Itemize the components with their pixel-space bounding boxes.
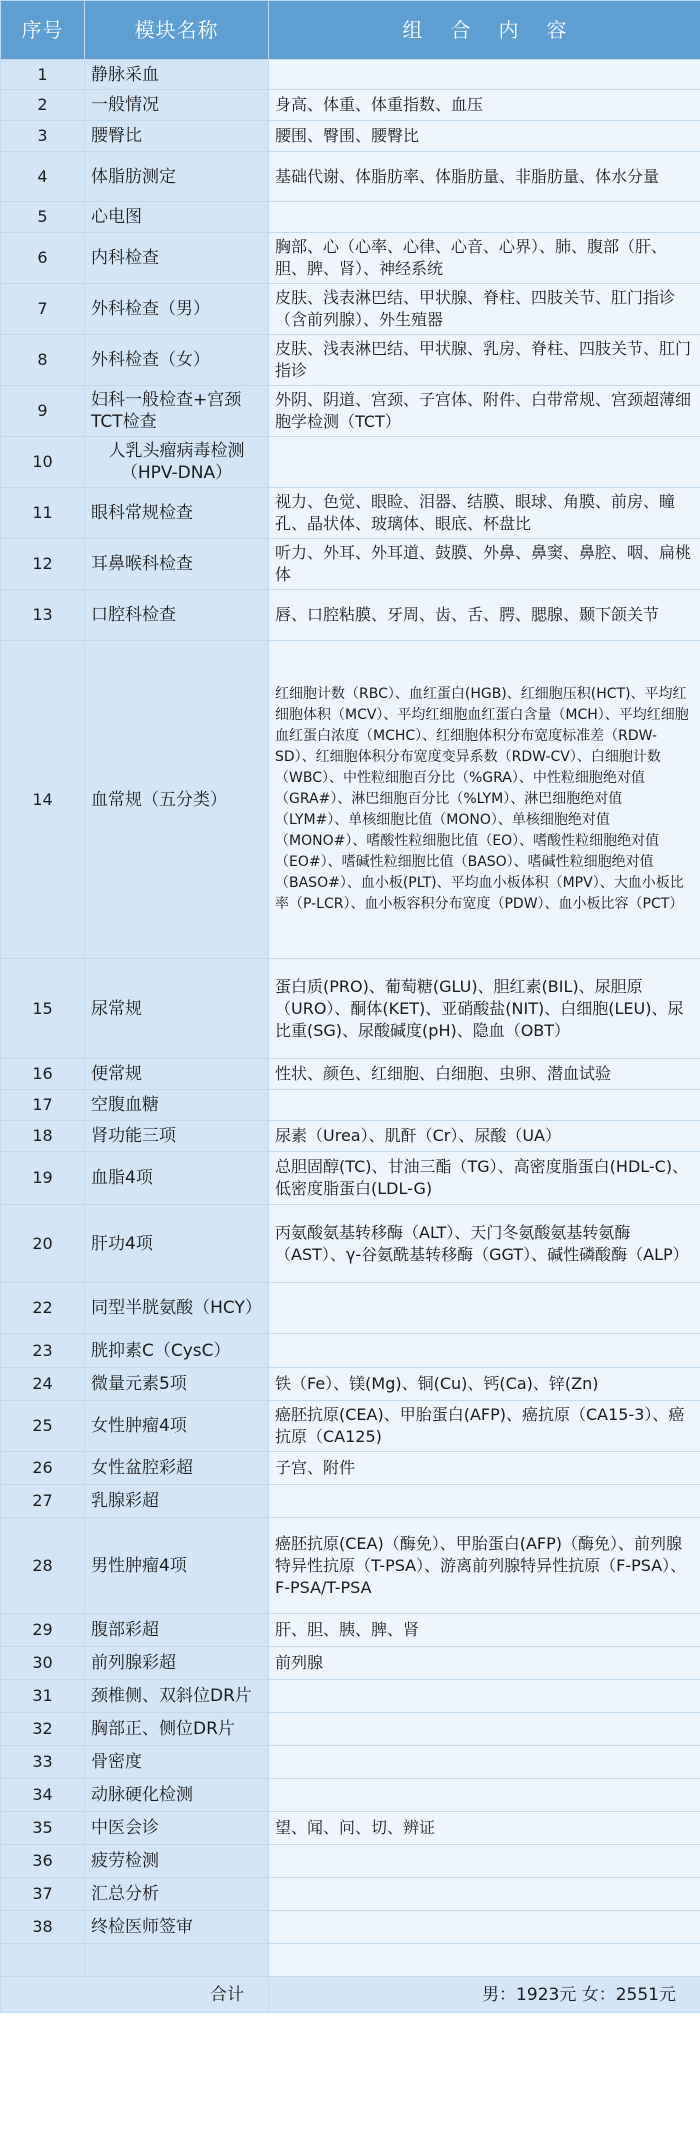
- row-module: 同型半胱氨酸（HCY）: [85, 1283, 269, 1334]
- row-content: 癌胚抗原(CEA)（酶免）、甲胎蛋白(AFP)（酶免）、前列腺特异性抗原（T-PSA）、游离前列腺特异性抗原（F-PSA）、F-PSA/T-PSA: [269, 1518, 700, 1614]
- row-index: 9: [1, 386, 85, 437]
- table-header-row: [1, 1, 700, 60]
- row-content: [269, 1680, 700, 1713]
- row-module: 女性盆腔彩超: [85, 1452, 269, 1485]
- row-index: 26: [1, 1452, 85, 1485]
- row-module: 口腔科检查: [85, 590, 269, 641]
- header-content: 组合内容: [269, 1, 700, 60]
- table-row: [1, 90, 700, 121]
- row-content: 视力、色觉、眼睑、泪器、结膜、眼球、角膜、前房、瞳孔、晶状体、玻璃体、眼底、杯盘比: [269, 488, 700, 539]
- table-row: [1, 1944, 700, 1977]
- row-module: 一般情况: [85, 90, 269, 121]
- row-content: 铁（Fe）、镁(Mg)、铜(Cu)、钙(Ca)、锌(Zn): [269, 1368, 700, 1401]
- table-row: [1, 233, 700, 284]
- row-module: 尿常规: [85, 959, 269, 1059]
- total-price: 男：1923元 女：2551元: [269, 1977, 700, 2013]
- row-module: 外科检查（男）: [85, 284, 269, 335]
- table-row: [1, 1368, 700, 1401]
- row-content: [269, 1746, 700, 1779]
- table-row: [1, 539, 700, 590]
- row-content: 皮肤、浅表淋巴结、甲状腺、乳房、脊柱、四肢关节、肛门指诊: [269, 335, 700, 386]
- total-row: [1, 1977, 700, 2013]
- row-index: [1, 1944, 85, 1977]
- row-content: 子宫、附件: [269, 1452, 700, 1485]
- row-index: 35: [1, 1812, 85, 1845]
- row-index: 32: [1, 1713, 85, 1746]
- row-module: 微量元素5项: [85, 1368, 269, 1401]
- row-module: 血脂4项: [85, 1152, 269, 1205]
- table-row: [1, 386, 700, 437]
- table-row: [1, 202, 700, 233]
- table-row: [1, 335, 700, 386]
- row-content: [269, 1878, 700, 1911]
- row-content: 基础代谢、体脂肪率、体脂肪量、非脂肪量、体水分量: [269, 152, 700, 202]
- table-row: [1, 1845, 700, 1878]
- row-module: 前列腺彩超: [85, 1647, 269, 1680]
- row-module: 人乳头瘤病毒检测（HPV-DNA）: [85, 437, 269, 488]
- table-row: [1, 641, 700, 959]
- row-module: 腰臀比: [85, 121, 269, 152]
- row-content: 前列腺: [269, 1647, 700, 1680]
- row-content: [269, 1845, 700, 1878]
- table-row: [1, 1779, 700, 1812]
- row-module: 汇总分析: [85, 1878, 269, 1911]
- table-row: [1, 1334, 700, 1368]
- row-content: [269, 1944, 700, 1977]
- row-module: 心电图: [85, 202, 269, 233]
- row-index: 31: [1, 1680, 85, 1713]
- table-row: [1, 1614, 700, 1647]
- table-row: [1, 1812, 700, 1845]
- row-content: [269, 1911, 700, 1944]
- row-content: [269, 1713, 700, 1746]
- table-row: [1, 1152, 700, 1205]
- table-row: [1, 1911, 700, 1944]
- row-content: 唇、口腔粘膜、牙周、齿、舌、腭、腮腺、颞下颌关节: [269, 590, 700, 641]
- row-index: 1: [1, 60, 85, 90]
- row-index: 7: [1, 284, 85, 335]
- row-index: 4: [1, 152, 85, 202]
- table-row: [1, 1878, 700, 1911]
- row-module: 骨密度: [85, 1746, 269, 1779]
- row-index: 20: [1, 1205, 85, 1283]
- table-row: [1, 437, 700, 488]
- row-module: 颈椎侧、双斜位DR片: [85, 1680, 269, 1713]
- row-module: 血常规（五分类）: [85, 641, 269, 959]
- row-module: 疲劳检测: [85, 1845, 269, 1878]
- row-index: 13: [1, 590, 85, 641]
- row-index: 14: [1, 641, 85, 959]
- row-index: 2: [1, 90, 85, 121]
- table-row: [1, 152, 700, 202]
- header-module: 模块名称: [85, 1, 269, 60]
- row-index: 28: [1, 1518, 85, 1614]
- table-row: [1, 1401, 700, 1452]
- row-content: 肝、胆、胰、脾、肾: [269, 1614, 700, 1647]
- row-index: 38: [1, 1911, 85, 1944]
- row-content: [269, 60, 700, 90]
- row-module: 外科检查（女）: [85, 335, 269, 386]
- row-module: 肾功能三项: [85, 1121, 269, 1152]
- row-module: 妇科一般检查+宫颈TCT检查: [85, 386, 269, 437]
- row-index: 15: [1, 959, 85, 1059]
- row-module: 中医会诊: [85, 1812, 269, 1845]
- header-index: 序号: [1, 1, 85, 60]
- row-module: 便常规: [85, 1059, 269, 1090]
- row-content: [269, 1090, 700, 1121]
- row-index: 17: [1, 1090, 85, 1121]
- row-index: 6: [1, 233, 85, 284]
- row-index: 29: [1, 1614, 85, 1647]
- row-index: 33: [1, 1746, 85, 1779]
- row-content: 红细胞计数（RBC）、血红蛋白(HGB)、红细胞压积(HCT)、平均红细胞体积（MCV）、平均红细胞血红蛋白含量（MCH）、平均红细胞血红蛋白浓度（MCHC）、红细胞体积分布宽度标准差（RDW-SD）、红细胞体积分布宽度变异系数（RDW-CV）、白细胞计数（WBC）、中性粒细胞百分比（%GRA）、中性粒细胞绝对值（GRA#）、淋巴细胞百分比（%LYM）、淋巴细胞绝对值（LYM#）、单核细胞比值（MONO）、单核细胞绝对值（MONO#）、嗜酸性粒细胞比值（EO）、嗜酸性粒细胞绝对值（EO#）、嗜碱性粒细胞比值（BASO）、嗜碱性粒细胞绝对值（BASO#）、血小板(PLT)、平均血小板体积（MPV）、大血小板比率（P-LCR）、血小板容积分布宽度（PDW）、血小板比容（PCT）: [269, 641, 700, 959]
- table-row: [1, 1485, 700, 1518]
- row-index: 25: [1, 1401, 85, 1452]
- row-content: [269, 202, 700, 233]
- row-content: [269, 1485, 700, 1518]
- row-module: 终检医师签审: [85, 1911, 269, 1944]
- row-index: 23: [1, 1334, 85, 1368]
- row-index: 18: [1, 1121, 85, 1152]
- row-index: 24: [1, 1368, 85, 1401]
- row-module: 动脉硬化检测: [85, 1779, 269, 1812]
- row-module: 女性肿瘤4项: [85, 1401, 269, 1452]
- row-content: [269, 1779, 700, 1812]
- row-index: 19: [1, 1152, 85, 1205]
- row-content: [269, 437, 700, 488]
- row-index: 12: [1, 539, 85, 590]
- row-module: 眼科常规检查: [85, 488, 269, 539]
- row-module: 静脉采血: [85, 60, 269, 90]
- row-content: 癌胚抗原(CEA)、甲胎蛋白(AFP)、癌抗原（CA15-3）、癌抗原（CA125): [269, 1401, 700, 1452]
- row-content: 尿素（Urea）、肌酐（Cr）、尿酸（UA）: [269, 1121, 700, 1152]
- row-index: 3: [1, 121, 85, 152]
- row-content: 听力、外耳、外耳道、鼓膜、外鼻、鼻窦、鼻腔、咽、扁桃体: [269, 539, 700, 590]
- table-row: [1, 1713, 700, 1746]
- row-module: [85, 1944, 269, 1977]
- row-index: 8: [1, 335, 85, 386]
- row-module: 内科检查: [85, 233, 269, 284]
- table-row: [1, 488, 700, 539]
- row-index: 34: [1, 1779, 85, 1812]
- row-module: 男性肿瘤4项: [85, 1518, 269, 1614]
- table-row: [1, 1680, 700, 1713]
- row-index: 10: [1, 437, 85, 488]
- row-content: 丙氨酸氨基转移酶（ALT）、天门冬氨酸氨基转氨酶（AST）、γ-谷氨酰基转移酶（GGT）、碱性磷酸酶（ALP）: [269, 1205, 700, 1283]
- table-row: [1, 1518, 700, 1614]
- row-module: 胸部正、侧位DR片: [85, 1713, 269, 1746]
- row-index: 22: [1, 1283, 85, 1334]
- row-index: 37: [1, 1878, 85, 1911]
- table-row: [1, 1283, 700, 1334]
- row-content: 身高、体重、体重指数、血压: [269, 90, 700, 121]
- row-content: [269, 1334, 700, 1368]
- table-row: [1, 1205, 700, 1283]
- row-index: 30: [1, 1647, 85, 1680]
- row-index: 27: [1, 1485, 85, 1518]
- table-row: [1, 60, 700, 90]
- table-row: [1, 959, 700, 1059]
- row-module: 体脂肪测定: [85, 152, 269, 202]
- table-row: [1, 1121, 700, 1152]
- row-index: 16: [1, 1059, 85, 1090]
- row-content: 总胆固醇(TC)、甘油三酯（TG）、高密度脂蛋白(HDL-C)、低密度脂蛋白(LDL-G): [269, 1152, 700, 1205]
- table-row: [1, 1452, 700, 1485]
- table-row: [1, 1647, 700, 1680]
- row-content: 皮肤、浅表淋巴结、甲状腺、脊柱、四肢关节、肛门指诊（含前列腺）、外生殖器: [269, 284, 700, 335]
- row-module: 乳腺彩超: [85, 1485, 269, 1518]
- row-content: 外阴、阴道、宫颈、子宫体、附件、白带常规、宫颈超薄细胞学检测（TCT）: [269, 386, 700, 437]
- row-module: 空腹血糖: [85, 1090, 269, 1121]
- table-row: [1, 284, 700, 335]
- row-content: 蛋白质(PRO)、葡萄糖(GLU)、胆红素(BIL)、尿胆原（URO）、酮体(KET)、亚硝酸盐(NIT)、白细胞(LEU)、尿比重(SG)、尿酸碱度(pH)、隐血（OBT）: [269, 959, 700, 1059]
- row-content: 腰围、臀围、腰臀比: [269, 121, 700, 152]
- table-row: [1, 590, 700, 641]
- table-row: [1, 1746, 700, 1779]
- row-content: 望、闻、问、切、辨证: [269, 1812, 700, 1845]
- row-index: 5: [1, 202, 85, 233]
- table-row: [1, 1090, 700, 1121]
- table-row: [1, 121, 700, 152]
- table-row: [1, 1059, 700, 1090]
- total-label: 合计: [1, 1977, 269, 2013]
- row-module: 肝功4项: [85, 1205, 269, 1283]
- row-module: 耳鼻喉科检查: [85, 539, 269, 590]
- row-content: 胸部、心（心率、心律、心音、心界）、肺、腹部（肝、胆、脾、肾）、神经系统: [269, 233, 700, 284]
- row-module: 胱抑素C（CysC）: [85, 1334, 269, 1368]
- row-index: 36: [1, 1845, 85, 1878]
- row-content: [269, 1283, 700, 1334]
- row-module: 腹部彩超: [85, 1614, 269, 1647]
- row-index: 11: [1, 488, 85, 539]
- row-content: 性状、颜色、红细胞、白细胞、虫卵、潜血试验: [269, 1059, 700, 1090]
